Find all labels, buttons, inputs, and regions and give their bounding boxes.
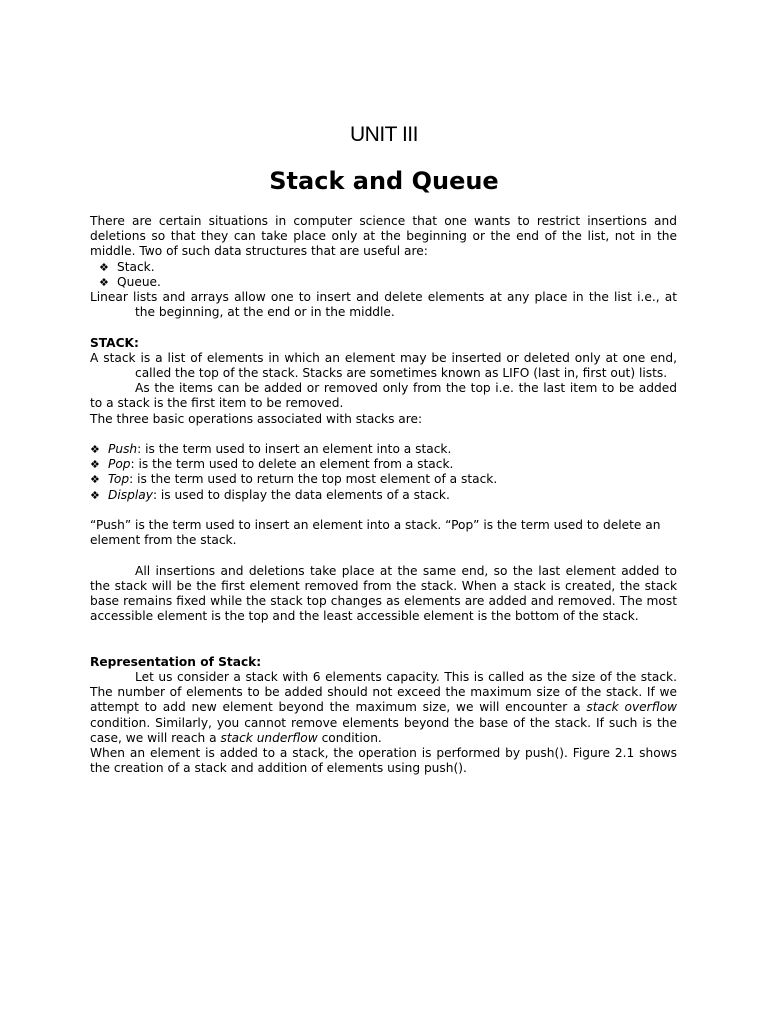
diamond-bullet-icon: ❖ [90, 458, 100, 472]
stack-ops-intro: The three basic operations associated with stacks are: [90, 411, 423, 426]
intro-paragraph: There are certain situations in computer science that one wants to restrict insertions and deletions so that they can take place only at the beginning or the end of the list, not in the middle. Two of such data structures that are useful are: [90, 214, 677, 259]
list-item: ❖ Stack. [99, 259, 155, 274]
intro-paragraph-2: Linear lists and arrays allow one to insert and delete elements at any place in the list i.e., at the beginning, at the end or in the middle. [90, 290, 677, 320]
diamond-bullet-icon: ❖ [90, 473, 100, 487]
stack-definition: A stack is a list of elements in which an element may be inserted or deleted only at one end, called the top of the stack. Stacks are sometimes known as LIFO (last in, first out) lists. [90, 350, 677, 381]
push-pop-paragraph: “Push” is the term used to insert an element into a stack. “Pop” is the term used to delete an element from the stack. [90, 518, 661, 548]
representation-heading: Representation of Stack: [90, 654, 262, 669]
representation-paragraph: Let us consider a stack with 6 elements capacity. This is called as the size of the stack. The number of elements to be added should not exceed the maximum size of the stack. If we attempt to add new element beyond the maximum size, we will encounter a stack overflow condition. Similarly, you cannot remove elements beyond the base of the stack. If such is the case, we will reach a stack underflow condition. [90, 670, 677, 745]
document-body [90, 214, 677, 776]
push-paragraph: When an element is added to a stack, the operation is performed by push(). Figure 2.1 shows the creation of a stack and addition of elements using push(). [90, 746, 677, 776]
list-item: ❖ Push: is the term used to insert an element into a stack. [90, 442, 452, 457]
stack-paragraph: As the items can be added or removed only from the top i.e. the last item to be added to a stack is the first item to be removed. [90, 381, 677, 411]
unit-heading: UNIT III [350, 123, 418, 146]
list-item: ❖ Queue. [99, 274, 161, 289]
list-item: ❖ Display: is used to display the data elements of a stack. [90, 487, 450, 502]
diamond-bullet-icon: ❖ [99, 275, 109, 289]
diamond-bullet-icon: ❖ [90, 488, 100, 502]
diamond-bullet-icon: ❖ [90, 443, 100, 457]
stack-behavior-paragraph: All insertions and deletions take place at the same end, so the last element added to the stack will be the first element removed from the stack. When a stack is created, the stack base remains fixed while the stack top changes as elements are added and removed. The most accessible element is the top and the least accessible element is the bottom of the stack. [90, 563, 677, 624]
page-title: Stack and Queue [269, 167, 499, 195]
stack-heading: STACK: [90, 335, 139, 350]
list-item: ❖ Pop: is the term used to delete an element from a stack. [90, 457, 454, 472]
list-item: ❖ Top: is the term used to return the top most element of a stack. [90, 472, 498, 487]
diamond-bullet-icon: ❖ [99, 260, 109, 274]
